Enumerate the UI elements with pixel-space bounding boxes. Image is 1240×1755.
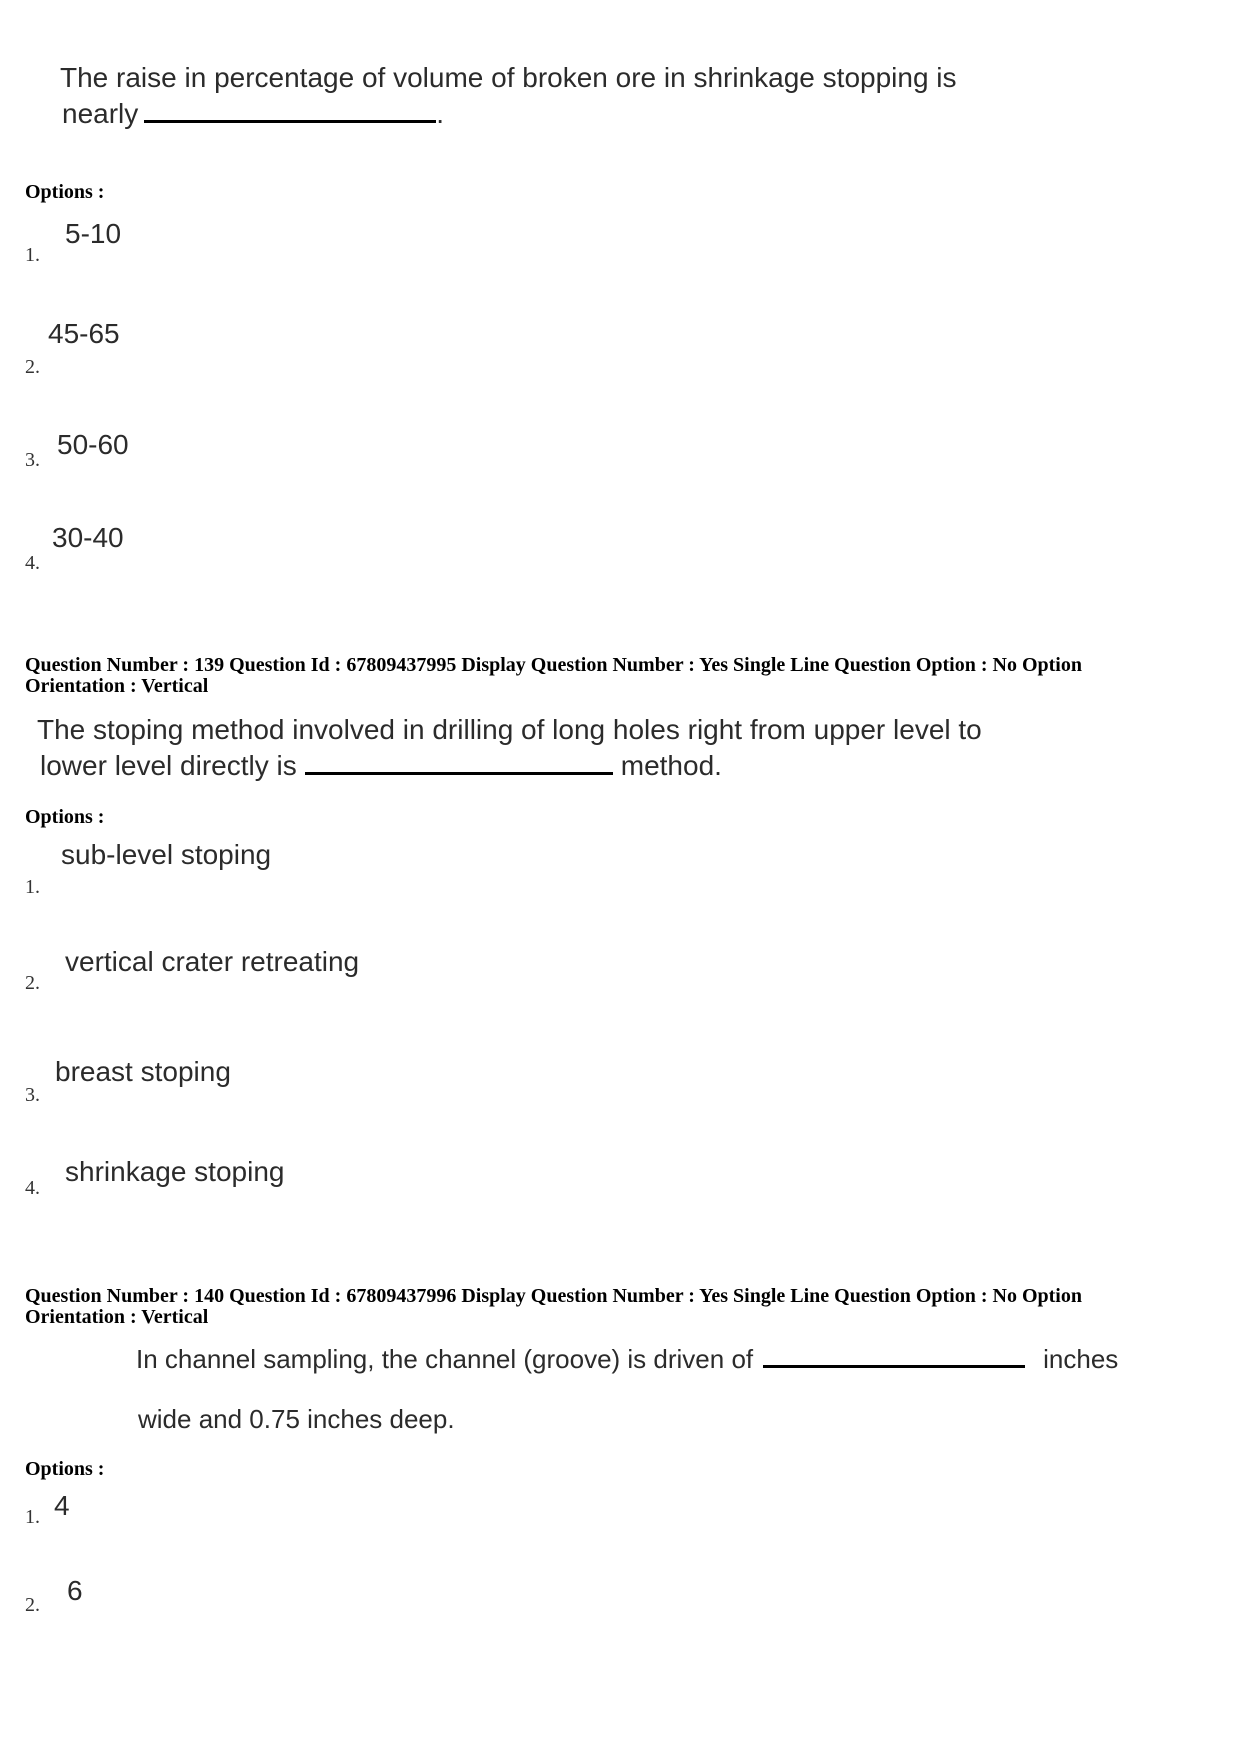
q138-line2-prefix: nearly — [62, 98, 139, 129]
q140-line1-suffix: inches — [1043, 1344, 1119, 1374]
q138-question-line2 — [62, 96, 444, 132]
q139-option-2-number: 2. — [25, 972, 40, 994]
q140-answer-blank — [763, 1365, 1025, 1368]
q140-line1-prefix: In channel sampling, the channel (groove) is driven of — [136, 1344, 754, 1374]
q140-question-line2: wide and 0.75 inches deep. — [138, 1404, 455, 1434]
q138-options-label: Options : — [25, 181, 105, 203]
q139-question-line2 — [40, 748, 722, 784]
q139-option-4-number: 4. — [25, 1177, 40, 1199]
q140-metadata — [25, 1286, 1225, 1328]
q138-answer-blank — [144, 120, 436, 123]
q139-option-4-text: shrinkage stoping — [65, 1156, 285, 1187]
q139-option-1-number: 1. — [25, 876, 40, 898]
q138-option-2-number: 2. — [25, 356, 40, 378]
q139-answer-blank — [305, 772, 613, 775]
q139-metadata — [25, 655, 1225, 697]
q139-options-label: Options : — [25, 806, 105, 828]
q139-meta-line2: Orientation : Vertical — [25, 675, 209, 697]
q138-question-line1: The raise in percentage of volume of broken ore in shrinkage stopping is — [60, 62, 957, 93]
q139-meta-line1: Question Number : 139 Question Id : 67809437995 Display Question Number : Yes Single Line Question Option : No Option — [25, 654, 1082, 676]
q139-question-line1: The stoping method involved in drilling of long holes right from upper level to — [37, 714, 982, 745]
q140-meta-line2: Orientation : Vertical — [25, 1306, 209, 1328]
q140-question-line1 — [136, 1342, 1118, 1376]
q139-option-3-text: breast stoping — [55, 1056, 231, 1087]
q138-option-3-number: 3. — [25, 449, 40, 471]
q140-options-label: Options : — [25, 1458, 105, 1480]
q139-option-3-number: 3. — [25, 1084, 40, 1106]
q138-option-4-text: 30-40 — [52, 522, 124, 553]
q139-option-2-text: vertical crater retreating — [65, 946, 360, 977]
q139-line2-suffix: method. — [620, 750, 722, 781]
q140-meta-line1: Question Number : 140 Question Id : 67809437996 Display Question Number : Yes Single Line Question Option : No Option — [25, 1285, 1082, 1307]
q139-option-1-text: sub-level stoping — [61, 839, 272, 870]
q138-option-3-text: 50-60 — [57, 429, 129, 460]
q138-option-1-number: 1. — [25, 244, 40, 266]
q138-line2-suffix: . — [436, 98, 445, 129]
q140-option-2-text: 6 — [67, 1575, 83, 1606]
q140-option-2-number: 2. — [25, 1594, 40, 1616]
q140-option-1-number: 1. — [25, 1506, 40, 1528]
q138-option-2-text: 45-65 — [48, 318, 120, 349]
q138-option-4-number: 4. — [25, 552, 40, 574]
q139-line2-prefix: lower level directly is — [40, 750, 297, 781]
q140-option-1-text: 4 — [54, 1490, 70, 1521]
q138-option-1-text: 5-10 — [65, 218, 122, 249]
